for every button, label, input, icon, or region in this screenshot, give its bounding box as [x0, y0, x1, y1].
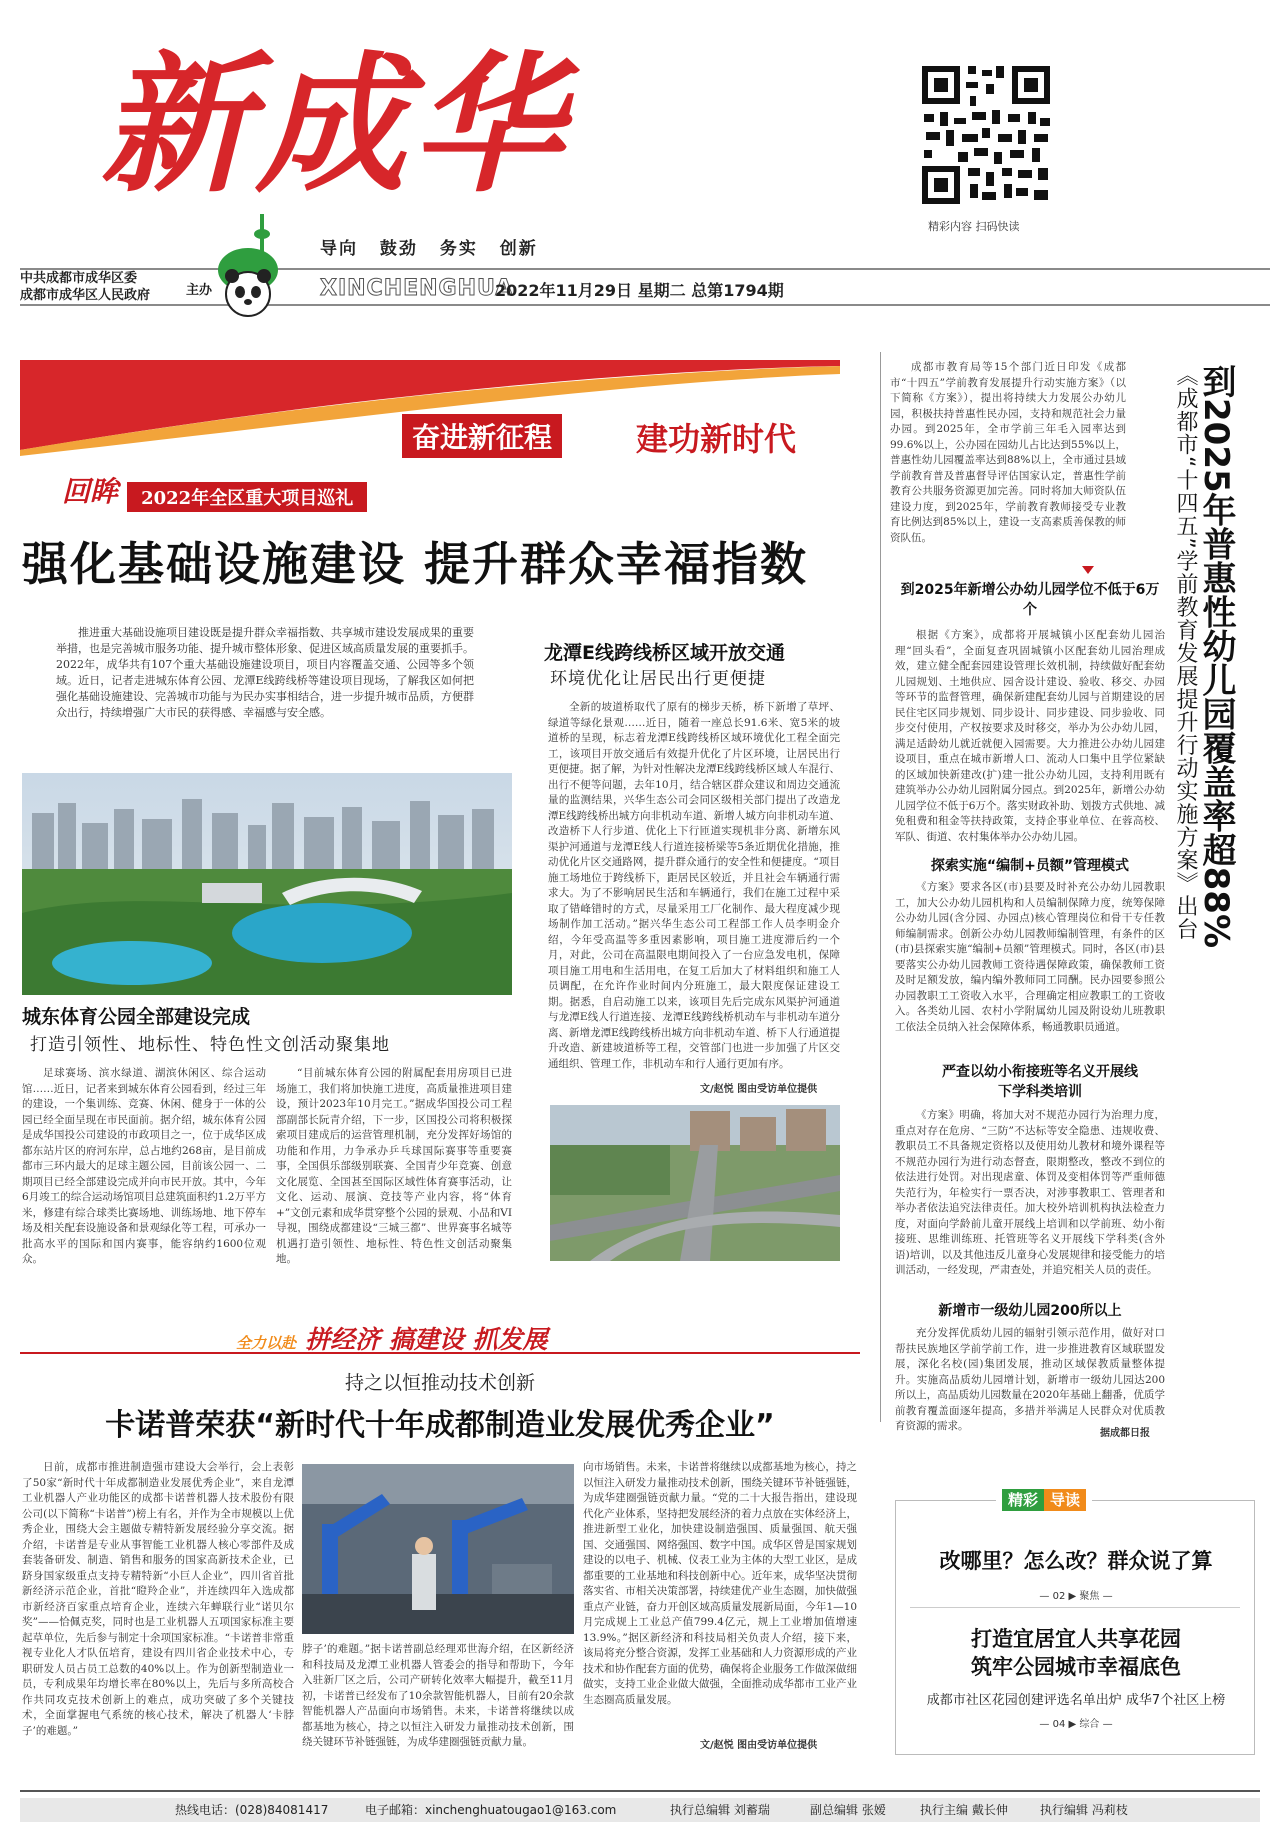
feature-headline: 强化基础设施建设 提升群众幸福指数: [22, 537, 809, 591]
story2-col3: 向市场销售。未来，卡诺普将继续以成都基地为核心，持之以恒注入研发力量推动技术创新，围绕关键环节补链强链，为成华建圈强链贡献力量。“党的二十大报告指出，建设现代化产业体系，坚持把发展经济的着力点放在实体经济上，推进新型工业化，加快建设制造强国、质量强国、航天强国、交通强国、网络强国、数字中国。成华区曾是国家规划建设的以电子、机械、仪表工业为主体的大型工业区，是成都重要的工业基地和科技创新中心。近年来，成华坚决贯彻落实省、市相关决策部署，持续建优产业生态圈，加快做强重点产业链，奋力开创区域高质量发展新局面，今年1—10月完成规上工业总产值799.4亿元，规上工业增加值增速13.9%。”据区新经济和科技局相关负责人介绍，接下来，该局将充分整合资源，发挥工业基础和人力资源形成的产业技术和协作配套方面的优势，确保将企业服务工作做深做细做实，支持工业企业做大做强，全面推动成华都市工业产业生态圈高质量发展。: [583, 1461, 857, 1706]
side-intro: 成都市教育局等15个部门近日印发《成都市“十四五”学前教育发展提升行动实施方案》（以下简称《方案》），提出将持续大力发展公办幼儿园，积极扶持普惠性民办园，支持和规范社会力量办园。到2025年，全市学前三年毛入园率达到99.6%以上，公办园在园幼儿占比达到55%以上，普惠性幼儿园覆盖率达到88%以上，全市通过县域学前教育普及普惠督导评估国家认定，普惠性学前教育公共服务资源更加完善。同时将加大师资队伍建设力度，到2025年，学前教育教师接受专业教育比例达到85%以上，建设一支高素质善保教的师资队伍。: [890, 361, 1126, 544]
footer-deputy: 副总编辑 张嫒: [810, 1803, 886, 1817]
side-s4-title: 新增市一级幼儿园200所以上: [938, 1303, 1122, 1319]
side-s2-body: 《方案》要求各区(市)县要及时补充公办幼儿园教职工，加大公办幼儿园机构和人员编制保障力度，统筹保障公办幼儿园(含分园、办园点)核心管理岗位和骨干专任教师编制需求。创新公办幼儿园教师编制管理，有条件的区(市)县探索实施“编制+员额”管理模式。同时，各区(市)县要落实公办幼儿园教师工资待遇保障政策，确保教师工资及时足额发放，编内编外教师同工同酬。民办园要参照公办园教职工工资收入水平，合理确定相应教职工的工资收入。各类幼儿园、农村小学附属幼儿园及附设幼儿班教职工依法全员纳入社会保障体系，畅通教职员通道。: [895, 881, 1165, 1033]
side-vertical-subtitle: 到2025年普惠性幼儿园覆盖率超88%: [1196, 364, 1236, 949]
robot-factory-photo: [302, 1464, 574, 1634]
triangle-marker-icon: [1082, 566, 1094, 574]
column-divider: [880, 352, 881, 1422]
guide2-section: 综合: [1079, 1719, 1100, 1730]
guide2-subtitle: 成都市社区花园创建评选名单出炉 成华7个社区上榜: [926, 1693, 1226, 1708]
story2-banner-b: 拼经济 搞建设 抓发展: [305, 1325, 548, 1354]
sponsor-line: 成都市成华区人民政府: [20, 288, 151, 303]
story2-col2: 脖子’的难题。”据卡诺普副总经理邓世海介绍，在区新经济和科技局及龙潭工业机器人管委会的指导和帮助下，今年入驻新厂区之后，公司产研转化效率大幅提升，截至11月初，卡诺普已经发布了10余款智能机器人，目前有20余款智能机器人产品面向市场销售。未来，卡诺普将继续以成都基地为核心，持之以恒注入研发力量推动技术创新，围绕关键环节补链强链，为成华建圈强链贡献力量。: [302, 1643, 574, 1748]
footer-email[interactable]: 电子邮箱：xinchenghuatougao1@163.com: [365, 1803, 617, 1817]
bridge-photo: [550, 1105, 840, 1261]
footer-bar: [20, 1798, 1260, 1822]
story2-col1: 日前，成都市推进制造强市建设大会举行，会上表彰了50家“新时代十年成都制造业发展优秀企业”，来自龙潭工业机器人产业功能区的成都卡诺普机器人技术股份有限公司(以下简称“卡诺普”)榜上有名，并作为全市规模以上优秀企业，围绕大会主题做专精特新发展经验分享交流。据介绍，卡诺普是专业从事智能工业机器人核心零部件及成套装备研发、制造、销售和服务的国家高新技术企业，已跻身国家级重点支持专精特新“小巨人企业”，四川省首批新经济示范企业，首批“瞪羚企业”，并连续四年入选成都市新经济百家重点培育企业，连续六年蝉联行业“诺贝尔奖”——恰佩克奖，同时也是工业机器人五项国家标准主要起草单位，先后参与制定十余项国家标准。“卡诺普非常重视专业化人才队伍培育，建设有四川省企业技术中心，专职研发人员占员工总数的40%以上。作为创新型制造业一员，专利成果年均增长率在80%以上，先后与多所高校合作共同攻克技术创新上的难点，成功突破了多个关键技术，全面掌握电气系统的核心技术，解决了机器人‘卡脖子’的难题。”: [22, 1461, 294, 1737]
side-s3-body: 《方案》明确，将加大对不规范办园行为治理力度，重点对存在危房、“三防”不达标等安全隐患、违规收费、教职员工不具备规定资格以及使用幼儿教材和境外课程等不规范办园行为进行动态督查，限期整改，整改不到位的依法进行处罚。对出现虐童、体罚及变相体罚等严重师德失范行为，年检实行一票否决，对涉事教职工、管理者和举办者依法追究法律责任。加大校外培训机构执法检查力度，对面向学龄前儿童开展线上培训和以学前班、幼小衔接班、思维训练班、托管班等名义开展线下学科类(含外语)培训，以及其他违反儿童身心发展规律和接受能力的培训活动，一经发现，严肃查处，并追究相关人员的责任。: [895, 1109, 1165, 1276]
guide-label-a: 精彩: [1002, 1489, 1044, 1511]
park-title: 城东体育公园全部建设完成: [22, 1006, 251, 1028]
qr-code-icon[interactable]: [916, 60, 1056, 210]
story2-banner-a: 全力以赴: [236, 1334, 297, 1352]
side-s3-title: 严查以幼小衔接班等名义开展线下学科类培训: [942, 1064, 1138, 1100]
issue-date: 2022年11月29日 星期二 总第1794期: [495, 281, 784, 300]
sponsor-line: 中共成都市成华区委: [20, 271, 138, 286]
guide2-title[interactable]: [896, 1625, 1256, 1681]
qr-caption: 精彩内容 扫码快读: [928, 220, 1020, 233]
side-s1-body: 根据《方案》，成都将开展城镇小区配套幼儿园治理“回头看”，全面复查巩固城镇小区配套幼儿园治理成效，建立健全配套园建设管理长效机制，持续做好配套幼儿园规划、土地供应、园舍设计建设、验收、移交、办园等环节的监督管理，确保新建配套幼儿园与首期建设的居民住宅区同步规划、同步设计、同步建设、同步验收、同步交付使用，产权按要求及时移交，举办为公办幼儿园，满足适龄幼儿就近就便入园需要。大力推进公办幼儿园建设项目，重点在城市新增人口、流动人口集中且学位紧缺的区域加快新建改(扩)建一批公办幼儿园，支持利用既有建筑举办公办幼儿园附属分园点。到2025年，新增公办幼儿园学位不低于6万个。落实财政补助、划拨方式供地、减免租费和租金等扶持政策，支持企事业单位、在蓉高校、军队、街道、农村集体举办公办幼儿园。: [895, 629, 1165, 843]
park-subtitle: 打造引领性、地标性、特色性文创活动聚集地: [30, 1035, 390, 1055]
story2-credit: 文/赵悦 图由受访单位提供: [700, 1740, 818, 1751]
sponsor-suffix: 主办: [186, 283, 213, 298]
story2-banner: [236, 1320, 548, 1356]
side-s1-title: 到2025年新增公办幼儿园学位不低于6万个: [900, 582, 1160, 618]
guide1-title[interactable]: 改哪里？怎么改？群众说了算: [939, 1549, 1213, 1573]
newspaper-logo: 新成华: [100, 37, 569, 213]
paper-name: XINCHENGHUA: [320, 276, 514, 301]
footer-hotline: 热线电话：(028)84081417: [175, 1803, 329, 1817]
sponsor-block: [20, 270, 208, 304]
banner-part-a: 奋进新征程: [402, 414, 562, 458]
huimou-mark: 回眸: [62, 475, 119, 508]
side-s4-credit: 据成都日报: [1100, 1428, 1150, 1439]
park-photo: [22, 773, 512, 995]
guide1-page-ref[interactable]: — 02 ▶ 聚焦 —: [1039, 1591, 1113, 1602]
slogan-word: 导向: [320, 239, 358, 259]
bridge-credit: 文/赵悦 图由受访单位提供: [700, 1084, 818, 1095]
guide2-title-line: 筑牢公园城市幸福底色: [971, 1655, 1181, 1679]
bridge-title: 龙潭E线跨线桥区域开放交通: [544, 642, 785, 664]
guide-label-b: 导读: [1044, 1489, 1086, 1511]
footer-exec-chief: 执行总编辑 刘蓄瑞: [670, 1803, 770, 1817]
slogan-word: 创新: [499, 239, 538, 259]
banner-part-b: 建功新时代: [636, 420, 797, 458]
panda-tower-icon: [208, 212, 318, 322]
story2-headline: 卡诺普荣获“新时代十年成都制造业发展优秀企业”: [105, 1408, 775, 1443]
guide-divider: [910, 1607, 1240, 1608]
feature-banner: [20, 360, 840, 456]
guide2-page-ref[interactable]: — 04 ▶ 综合 —: [1039, 1719, 1113, 1730]
side-s2-title: 探索实施“编制+员额”管理模式: [930, 858, 1130, 874]
guide-box: [895, 1491, 1255, 1755]
kicker-block: [62, 470, 367, 512]
guide2-title-line: 打造宜居宜人共享花园: [971, 1627, 1181, 1651]
feature-lead: 推进重大基础设施项目建设既是提升群众幸福指数、共享城市建设发展成果的重要举措，也是完善城市服务功能、提升城市整体形象、促进区域高质量发展的重要抓手。2022年，成华共有107个重大基础设施建设项目，项目内容覆盖交通、公园等多个领域。近日，记者走进城东体育公园、龙潭E线跨线桥等建设项目现场，了解我区如何把强化基础设施建设、完善城市功能与为民办实事相结合，进一步提升城市品质，方便群众出行，持续增强广大市民的获得感、幸福感与安全感。: [56, 626, 474, 719]
side-s4-body: 充分发挥优质幼儿园的辐射引领示范作用，做好对口帮扶民族地区学前学前工作，进一步推进教育区域联盟发展，深化名校(园)集团发展，推动区域保教质量整体提升。实施高品质幼儿园增计划，新增市一级幼儿园达200所以上，高品质幼儿园数量在2020年基础上翻番，优质学前教育覆盖面逐年提高，多措并举满足人民群众对优质教育资源的需求。: [895, 1327, 1165, 1432]
footer-exec-editor: 执行主编 戴长伸: [920, 1803, 1008, 1817]
guide1-page: 02: [1052, 1591, 1066, 1602]
guide-label: [996, 1489, 1092, 1510]
side-vertical-title: 《成都市“十四五”学前教育发展提升行动实施方案》出台: [1173, 364, 1198, 941]
guide2-page: 04: [1052, 1719, 1066, 1730]
bridge-body: 全新的坡道桥取代了原有的梯步天桥，桥下新增了草坪、绿道等绿化景观……近日，随着一座总长91.6米、宽5米的坡道桥的呈现，标志着龙潭E线跨线桥区域环境优化工程全面完工，该项目开放交通后有效提升优化了片区环境，让居民出行更便捷。据了解，为针对性解决龙潭E线跨线桥区域人车混行、出行不便等问题，去年10月，结合辖区群众建议和周边交通流量的监测结果，兴华生态公司会同区级相关部门提出了改造龙潭E线跨线桥出城方向非机动车道、新增人城方向非机动车道、改造桥下人行步道、优化上下行匝道实现机非分离、新增东风渠护河通道与龙潭E线人行道连接桥梁等5条近期优化措施，推动优化片区交通路网，提升群众通行的安全性和便捷度。“项目施工场地位于跨线桥下，距居民区较近，并且社会车辆通行需求大。为了不影响居民生活和车辆通行，我们在施工过程中采取了错峰错时的方式，尽量采用工厂化制作、最大程度减少现场制作加工活动。”据兴华生态公司工程部工作人员李明金介绍，今年受高温等多重因素影响，项目施工进度滞后约一个月，对此，公司在高温限电期间投入了一台应急发电机，保障项目施工用电和生活用电，在复工后加大了材料组织和施工人员调配，在允许作业时间内分班施工，最大限度保证建设工期。据悉，自启动施工以来，该项目先后完成东风渠护河通道与龙潭E线人行道连接、龙潭E线跨线桥机动车与非机动车道分离、新增龙潭E线跨线桥出城方向非机动车道、桥下人行通道提升改造、新建坡道桥等工程，交管部门也进一步加强了片区交通组织、管理工作，非机动车和行人通行更加有序。: [548, 701, 840, 1070]
masthead-slogan: [320, 234, 552, 259]
footer-exec-ed2: 执行编辑 冯莉枝: [1040, 1803, 1128, 1817]
guide1-section: 聚焦: [1079, 1591, 1100, 1602]
slogan-word: 务实: [439, 239, 478, 259]
footer-rule: [20, 1790, 1260, 1792]
slogan-word: 鼓劲: [379, 239, 418, 259]
kicker-label: 2022年全区重大项目巡礼: [127, 482, 367, 512]
park-body-col2: “目前城东体育公园的附属配套用房项目已进场施工，我们将加快施工进度，高质量推进项目建设，预计2023年10月完工。”据成华国投公司工程部副部长阮青介绍，下一步，区国投公司将积极探索项目建成后的运营管理机制，充分发挥好场馆的功能和作用，力争承办乒乓球国际赛事等重要赛事，全国俱乐部级别联赛、全国青少年竞赛、创意文化展览、全国甚至国际区域性体育赛事活动，让文化、运动、展演、竞技等产业内容，将“体育+”文创元素和成华贯穿整个公园的景观、小品和VI导视，围绕成都建设“三城三都”、世界赛事名城等机遇打造引领性、地标性、特色性文创活动聚集地。: [276, 1067, 512, 1265]
bridge-subtitle: 环境优化让居民出行更便捷: [550, 669, 766, 689]
park-body-col1: 足球赛场、滨水绿道、湖滨休闲区、综合运动馆……近日，记者来到城东体育公园看到，经过三年的建设，一个集训练、竞赛、休闲、健身于一体的公园已经全面呈现在市民面前。据介绍，城东体育公园是成华国投公司建设的市政项目之一，位于成华区成都东站片区的府河东岸，总占地约268亩，是目前成都市三环内最大的足球主题公园，目前该公园一、二期项目已经全部建设完成并向市民开放。其中，今年6月竣工的综合运动场馆项目总建筑面积约1.2万平方米，修建有综合球类比赛场地、训练场地、地下停车场及相关配套设施设备和景观绿化等工程，可承办一批高水平的国际和国内赛事，能容纳约1600位观众。: [22, 1067, 266, 1265]
story2-kicker: 持之以恒推动技术创新: [344, 1372, 535, 1394]
